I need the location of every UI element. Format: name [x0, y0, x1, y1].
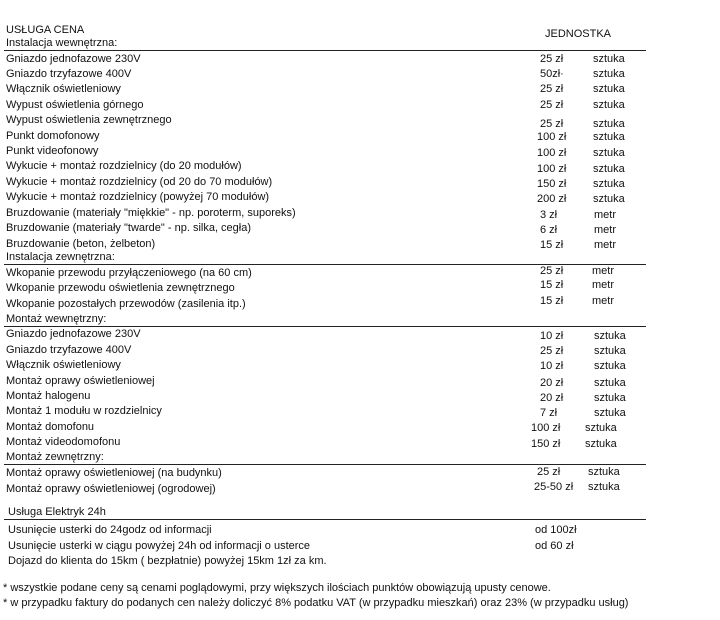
service-name: Bruzdowanie (materiały "twarde" - np. silka, cegła) — [6, 222, 252, 234]
section-title-indoor-installation: Instalacja wewnętrzna: — [6, 37, 118, 49]
service-unit: metr — [592, 279, 614, 291]
service-price: 25 zł — [540, 99, 564, 111]
service-name: Montaż videodomofonu — [6, 436, 121, 448]
footnote: * wszystkie podane ceny są cenami poglądowymi, przy większych ilościach punktów obowiązują upusty cenowe. — [3, 582, 551, 594]
service-name: Montaż oprawy oświetleniowej — [6, 375, 155, 387]
service-price: 100 zł — [537, 147, 567, 159]
service-price: 50zł· — [540, 68, 564, 80]
service-unit: sztuka — [593, 99, 625, 111]
service-name: Montaż oprawy oświetleniowej (na budynku) — [6, 467, 222, 479]
service-name: Gniazdo jednofazowe 230V — [6, 328, 141, 340]
service-price: 10 zł — [540, 360, 564, 372]
service-unit: sztuka — [593, 118, 625, 130]
service-price: 10 zł — [540, 330, 564, 342]
service-unit: sztuka — [593, 193, 625, 205]
section-title-outdoor-mounting: Montaż zewnętrzny: — [6, 451, 104, 463]
service-name: Dojazd do klienta do 15km ( bezpłatnie) powyżej 15km 1zł za km. — [8, 555, 327, 567]
service-name: Montaż oprawy oświetleniowej (ogrodowej) — [6, 483, 216, 495]
service-name: Usunięcie usterki do 24godz od informacji — [8, 524, 212, 536]
service-name: Włącznik oświetleniowy — [6, 83, 121, 95]
service-unit: sztuka — [593, 178, 625, 190]
service-price: 15 zł — [540, 279, 564, 291]
service-price: 25 zł — [540, 118, 564, 130]
service-price: od 100zł — [535, 524, 577, 536]
service-unit: sztuka — [594, 392, 626, 404]
service-name: Gniazdo trzyfazowe 400V — [6, 68, 132, 80]
service-price: 100 zł — [531, 422, 561, 434]
service-unit: sztuka — [594, 377, 626, 389]
service-price: 100 zł — [537, 131, 567, 143]
service-unit: sztuka — [593, 131, 625, 143]
service-price: 20 zł — [540, 392, 564, 404]
unit-column-header: JEDNOSTKA — [545, 28, 612, 40]
service-name: Montaż domofonu — [6, 421, 95, 433]
service-name: Wypust oświetlenia zewnętrznego — [6, 114, 172, 126]
service-name: Bruzdowanie (materiały "miękkie" - np. poroterm, suporeks) — [6, 207, 296, 219]
service-unit: sztuka — [593, 163, 625, 175]
service-name: Wypust oświetlenia górnego — [6, 99, 144, 111]
service-name: Wkopanie pozostałych przewodów (zasilenia itp.) — [6, 298, 246, 310]
service-unit: metr — [594, 209, 616, 221]
service-price: 25 zł — [537, 466, 561, 478]
service-unit: metr — [594, 224, 616, 236]
service-price: 25 zł — [540, 83, 564, 95]
service-name: Punkt videofonowy — [6, 145, 99, 157]
service-unit: sztuka — [593, 147, 625, 159]
section-divider — [4, 464, 646, 465]
service-name: Gniazdo trzyfazowe 400V — [6, 344, 132, 356]
service-name: Wykucie + montaż rozdzielnicy (powyżej 70 modułów) — [6, 191, 270, 203]
service-unit: sztuka — [593, 53, 625, 65]
service-unit: sztuka — [594, 345, 626, 357]
service-price: 25 zł — [540, 53, 564, 65]
service-name: Wykucie + montaż rozdzielnicy (od 20 do 70 modułów) — [6, 176, 273, 188]
service-price: 7 zł — [540, 407, 558, 419]
section-title-electrician-24h: Usługa Elektryk 24h — [8, 506, 106, 518]
service-name: Punkt domofonowy — [6, 130, 100, 142]
service-price: 150 zł — [537, 178, 567, 190]
section-title-indoor-mounting: Montaż wewnętrzny: — [6, 313, 107, 325]
service-price: od 60 zł — [535, 540, 574, 552]
service-price: 15 zł — [540, 239, 564, 251]
service-unit: sztuka — [588, 466, 620, 478]
section-title-outdoor-installation: Instalacja zewnętrzna: — [6, 251, 115, 263]
page-title: USŁUGA CENA — [6, 24, 85, 36]
service-price: 200 zł — [537, 193, 567, 205]
service-unit: sztuka — [588, 481, 620, 493]
section-divider — [4, 519, 646, 520]
section-divider — [4, 326, 646, 327]
service-unit: sztuka — [594, 407, 626, 419]
service-price: 3 zł — [540, 209, 558, 221]
service-unit: metr — [594, 239, 616, 251]
service-price: 100 zł — [537, 163, 567, 175]
service-price: 20 zł — [540, 377, 564, 389]
service-unit: sztuka — [593, 68, 625, 80]
service-name: Usunięcie usterki w ciągu powyżej 24h od informacji o usterce — [8, 540, 311, 552]
service-price: 25-50 zł — [534, 481, 574, 493]
service-unit: sztuka — [594, 360, 626, 372]
section-divider — [4, 50, 646, 51]
service-unit: sztuka — [593, 83, 625, 95]
service-price: 25 zł — [540, 265, 564, 277]
service-unit: sztuka — [585, 438, 617, 450]
service-price: 15 zł — [540, 295, 564, 307]
service-price: 150 zł — [531, 438, 561, 450]
service-unit: metr — [592, 265, 614, 277]
service-name: Montaż 1 modułu w rozdzielnicy — [6, 405, 162, 417]
service-name: Gniazdo jednofazowe 230V — [6, 53, 141, 65]
footnote: * w przypadku faktury do podanych cen należy doliczyć 8% podatku VAT (w przypadku mieszkań) oraz 23% (w przypadku usług) — [3, 597, 629, 609]
service-unit: sztuka — [585, 422, 617, 434]
service-name: Włącznik oświetleniowy — [6, 359, 121, 371]
service-name: Wkopanie przewodu oświetlenia zewnętrznego — [6, 282, 235, 294]
service-price: 25 zł — [540, 345, 564, 357]
service-name: Bruzdowanie (beton, żelbeton) — [6, 238, 156, 250]
service-name: Wkopanie przewodu przyłączeniowego (na 60 cm) — [6, 267, 252, 279]
service-name: Montaż halogenu — [6, 390, 91, 402]
service-unit: metr — [592, 295, 614, 307]
service-price: 6 zł — [540, 224, 558, 236]
service-name: Wykucie + montaż rozdzielnicy (do 20 modułów) — [6, 160, 242, 172]
service-unit: sztuka — [594, 330, 626, 342]
